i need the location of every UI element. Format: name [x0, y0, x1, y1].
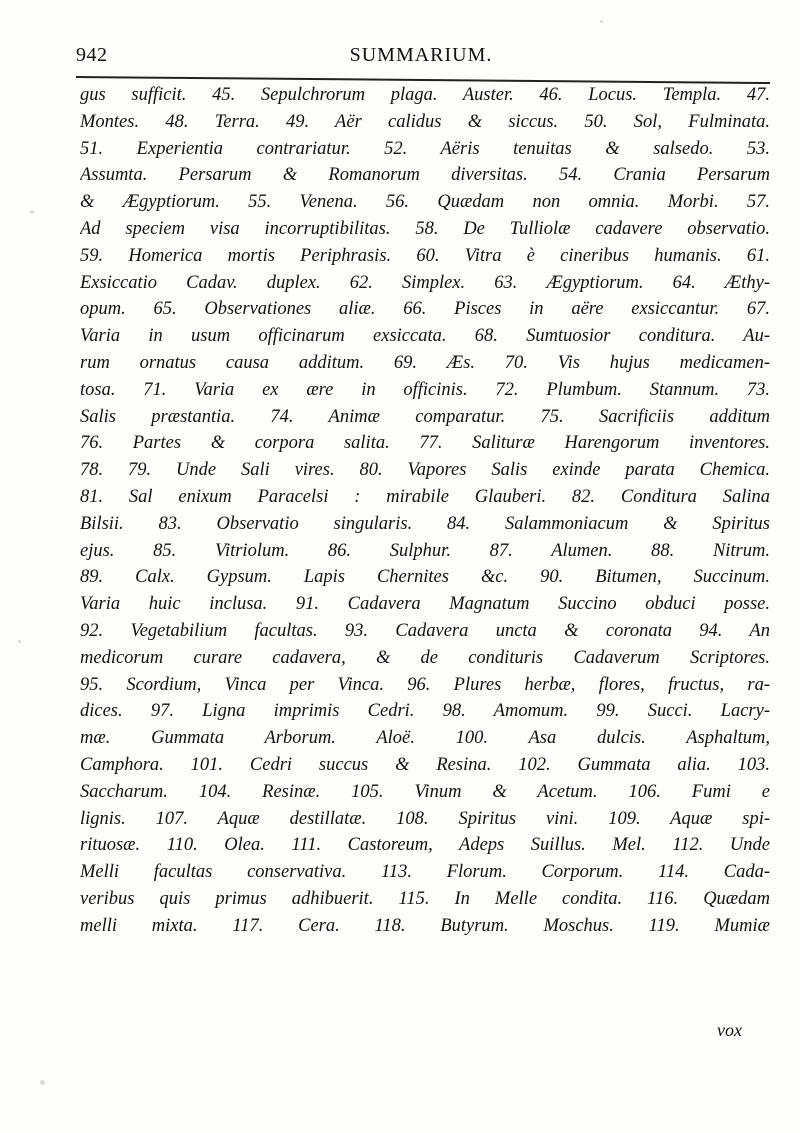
text-line: 81. Sal enixum Paracelsi : mirabile Glauberi. 82. Conditura Salina: [80, 486, 770, 507]
text-line: Melli facultas conservativa. 113. Florum. Corporum. 114. Cada-: [80, 862, 770, 883]
text-line: & Ægyptiorum. 55. Venena. 56. Quædam non omnia. Morbi. 57.: [80, 192, 770, 213]
text-line: Montes. 48. Terra. 49. Aër calidus & siccus. 50. Sol, Fulminata.: [80, 111, 770, 132]
text-line: Assumta. Persarum & Romanorum diversitas. 54. Crania Persarum: [80, 165, 770, 186]
text-line: Saccharum. 104. Resinæ. 105. Vinum & Acetum. 106. Fumi e: [80, 781, 770, 802]
page-header: [76, 44, 766, 74]
text-line: gus sufficit. 45. Sepulchrorum plaga. Auster. 46. Locus. Templa. 47.: [80, 85, 770, 105]
text-line: ejus. 85. Vitriolum. 86. Sulphur. 87. Alumen. 88. Nitrum.: [80, 540, 770, 561]
text-line: medicorum curare cadavera, & de condituris Cadaverum Scriptores.: [80, 647, 770, 668]
text-line: 78. 79. Unde Sali vires. 80. Vapores Salis exinde parata Chemica.: [80, 460, 770, 481]
text-line: 51. Experientia contrariatur. 52. Aëris tenuitas & salsedo. 53.: [80, 138, 770, 159]
text-line: 89. Calx. Gypsum. Lapis Chernites &c. 90. Bitumen, Succinum.: [80, 567, 770, 588]
summary-text: [80, 82, 770, 940]
text-line: opum. 65. Observationes aliæ. 66. Pisces in aëre exsiccantur. 67.: [80, 299, 770, 320]
text-line: mæ. Gummata Arborum. Aloë. 100. Asa dulcis. Asphaltum,: [80, 728, 770, 749]
text-line: 76. Partes & corpora salita. 77. Salituræ Harengorum inventores.: [80, 433, 770, 454]
text-line: 95. Scordium, Vinca per Vinca. 96. Plures herbæ, flores, fructus, ra-: [80, 674, 770, 695]
paper-speck: [18, 640, 21, 643]
text-line: lignis. 107. Aquæ destillatæ. 108. Spiritus vini. 109. Aquæ spi-: [80, 808, 770, 829]
page-number: 942: [76, 44, 108, 66]
text-line: Camphora. 101. Cedri succus & Resina. 102. Gummata alia. 103.: [80, 754, 770, 775]
text-line: rum ornatus causa additum. 69. Æs. 70. Vis hujus medicamen-: [80, 352, 770, 373]
text-line: tosa. 71. Varia ex ære in officinis. 72. Plumbum. Stannum. 73.: [80, 379, 770, 400]
text-line: melli mixta. 117. Cera. 118. Butyrum. Moschus. 119. Mumiæ: [80, 915, 770, 936]
text-line: dices. 97. Ligna imprimis Cedri. 98. Amomum. 99. Succi. Lacry-: [80, 701, 770, 722]
text-line: Varia huic inclusa. 91. Cadavera Magnatum Succino obduci posse.: [80, 594, 770, 615]
text-line: rituosæ. 110. Olea. 111. Castoreum, Adeps Suillus. Mel. 112. Unde: [80, 835, 770, 856]
text-line: Salis præstantia. 74. Animæ comparatur. 75. Sacrificiis additum: [80, 406, 770, 427]
paper-speck: [30, 210, 34, 214]
paper-speck: [40, 1080, 45, 1085]
text-line: Ad speciem visa incorruptibilitas. 58. De Tulliolæ cadavere observatio.: [80, 218, 770, 239]
text-line: 59. Homerica mortis Periphrasis. 60. Vitra è cineribus humanis. 61.: [80, 245, 770, 266]
text-line: veribus quis primus adhibuerit. 115. In Melle condita. 116. Quædam: [80, 888, 770, 909]
text-line: 92. Vegetabilium facultas. 93. Cadavera uncta & coronata 94. An: [80, 620, 770, 641]
catchword: vox: [717, 1020, 742, 1040]
running-head: SUMMARIUM.: [349, 44, 493, 66]
paper-speck: [600, 20, 603, 23]
text-line: Varia in usum officinarum exsiccata. 68. Sumtuosior conditura. Au-: [80, 326, 770, 347]
text-line: Bilsii. 83. Observatio singularis. 84. Salammoniacum & Spiritus: [80, 513, 770, 534]
text-line: Exsiccatio Cadav. duplex. 62. Simplex. 63. Ægyptiorum. 64. Æthy-: [80, 272, 770, 293]
